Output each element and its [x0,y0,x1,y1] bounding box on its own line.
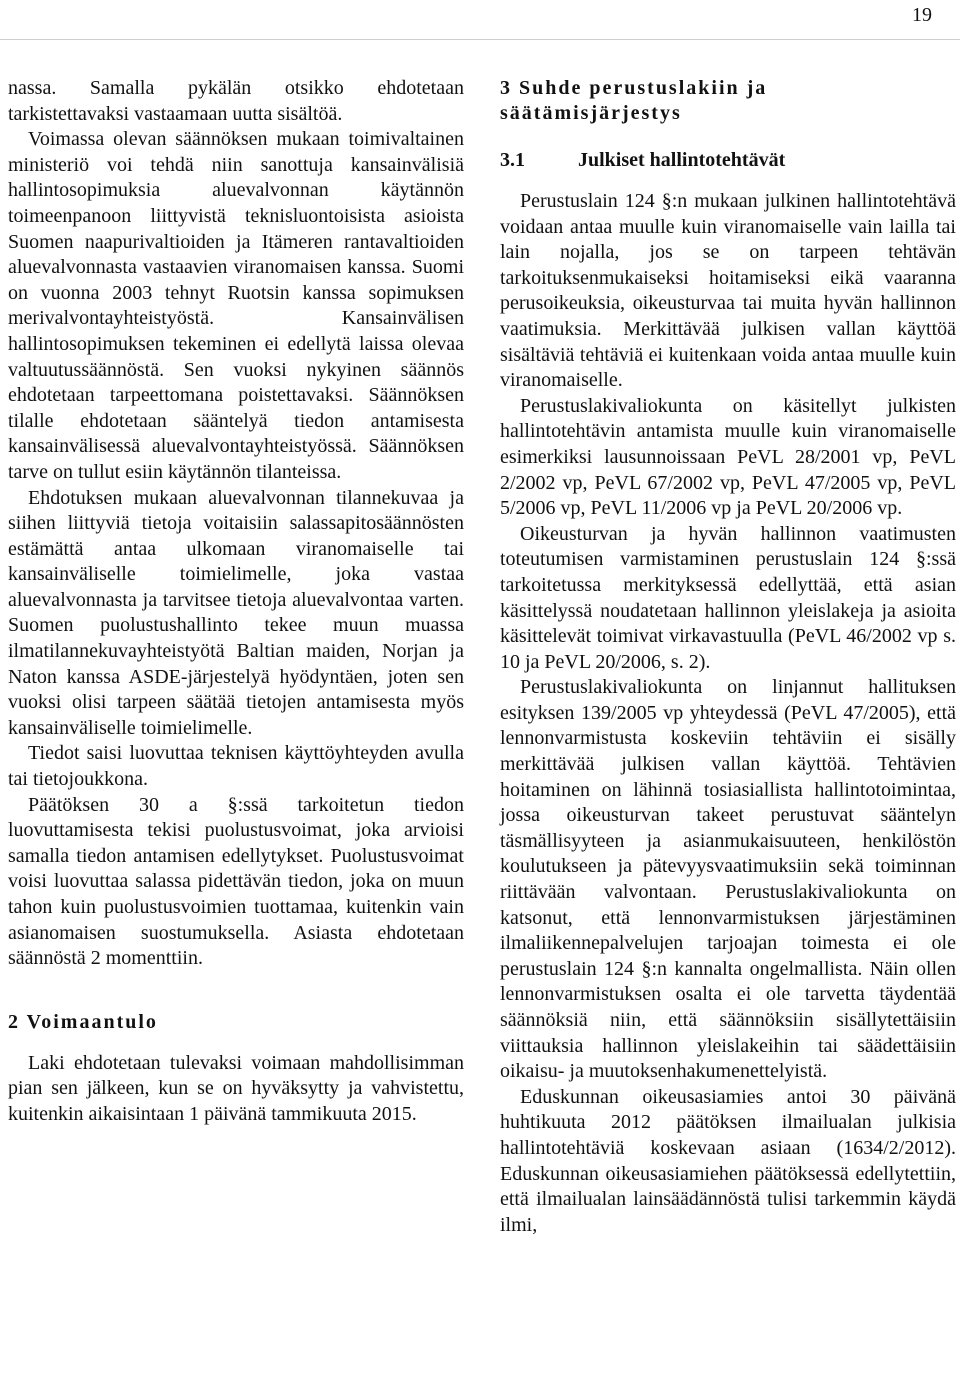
subsection-heading [500,148,956,173]
paragraph: Tiedot saisi luovuttaa teknisen käyttöyhteyden avulla tai tietojoukkona. [8,742,464,791]
spacer [8,972,464,1010]
paragraph-continuation: nassa. Samalla pykälän otsikko ehdotetaan tarkistettavaksi vastaamaan uutta sisältöä. [8,77,464,125]
paragraph: Perustuslain 124 §:n mukaan julkinen hallintotehtävä voidaan antaa muulle kuin viranomaiselle vain lailla tai lain nojalla, jos se on tarpeen tehtävän tarkoituksenmukaiseksi hoitamiseksi eikä vaaranna perusoikeuksia, oikeusturvaa tai muita hyvän hallinnon vaatimuksia. Merkittävää julkisen vallan käyttöä sisältäviä tehtäviä ei kuitenkaan voida antaa muulle kuin viranomaiselle. [500,190,956,392]
section-heading-suhde-perustuslakiin: 3 Suhde perustuslakiin ja säätämisjärjestys [500,77,768,124]
header-divider [0,39,960,40]
left-column [8,76,464,1128]
paragraph: Oikeusturvan ja hyvän hallinnon vaatimusten toteutumisen varmistaminen perustuslain 124 §:ssä tarkoitetussa merkityksessä edellyttää, että asian käsittelyssä noudatetaan hallinnon yleislakeja ja asioita käsittelevät toimivat virkavastuulla (PeVL 46/2002 vp s. 10 ja PeVL 20/2006, s. 2). [500,522,956,673]
paragraph: Perustuslakivaliokunta on käsitellyt julkisten hallintotehtävin antamista muulle kuin viranomaiselle esimerkiksi lausunnoissaan PeVL 28/2001 vp, PeVL 2/2002 vp, PeVL 67/2002 vp, PeVL 47/2005 vp, PeVL 5/2006 vp, PeVL 11/2006 vp ja PeVL 20/2006 vp. [500,394,956,520]
section-heading-voimaantulo: 2 Voimaantulo [8,1010,158,1033]
paragraph: Voimassa olevan säännöksen mukaan toimivaltainen ministeriö voi tehdä niin sanottuja kansainvälisiä hallintosopimuksia aluevalvonnan käytännön toimeenpanoon liittyvistä teknisluontoisista asioista Suomen naapurivaltioiden ja Itämeren rantavaltioiden aluevalvonnasta vastaavien viranomaisen kanssa. Suomi on vuonna 2003 tehnyt Ruotsin kanssa sopimuksen merivalvontayhteistyöstä. Kansainvälisen hallintosopimuksen tekeminen ei edellytä laissa olevaa valtuutussäännöstä. Sen vuoksi nykyinen säännös ehdotetaan tarpeettomana poistettavaksi. Säännöksen tilalle ehdotetaan sääntelyä tiedon antamisesta kansainvälisessä aluevalvontayhteistyössä. Säännöksen tarve on tullut esiin käytännön tilanteissa. [8,128,464,483]
right-column [500,76,956,1238]
spacer [500,173,956,189]
subsection-title: Julkiset hallintotehtävät [578,149,786,171]
paragraph: Eduskunnan oikeusasiamies antoi 30 päivänä huhtikuuta 2012 päätöksen ilmailualan julkisia hallintotehtäviä koskevaan asiaan (1634/2/2012). Eduskunnan oikeusasiamiehen päätöksessä edellytettiin, että ilmailualan lainsäädännöstä tulisi tarkemmin käydä ilmi, [500,1085,956,1236]
paragraph: Ehdotuksen mukaan aluevalvonnan tilannekuvaa ja siihen liittyviä tietoja voitaisiin salassapitosäännösten estämättä antaa ulkomaan viranomaiselle tai kansainväliselle toimielimelle, joka vastaa aluevalvonnasta ja tarvitsee tietoja aluevalvontaa varten. Suomen puolustushallinto tekee muun muassa ilmatilannekuvayhteistyötä Baltian maiden, Norjan ja Naton kanssa ASDE-järjestelyä hyödyntäen, joten sen vuoksi olisi tarpeen säätää tietojen antamisesta myös kansainväliselle toimielimelle. [8,486,464,739]
paragraph: Perustuslakivaliokunta on linjannut hallituksen esityksen 139/2005 vp yhteydessä (PeVL 47/2005), että lennonvarmistusta koskeviin tehtäviin ei sisälly merkittävää julkisen vallan käyttöä. Tehtävien hoitaminen on lähinnä tosiasiallista hallintotoimintaa, jossa oikeusturvan takeet perustuvat sääntelyn täsmällisyyteen ja asianmukaisuuteen, henkilöstön koulutukseen ja pätevyysvaatimuksiin sekä toiminnan riittävään valvontaan. Perustuslakivaliokunta on katsonut, että lennonvarmistuksen järjestäminen ilmaliikennepalvelujen tarjoajan toimesta ei ole perustuslain 124 §:n kannalta ongelmallista. Näin ollen lennonvarmistuksen osalta ei ole tarvetta täydentää säännöksiä niin, että säännöksiin sisällytettäisiin viittauksia hallinnon yleislakeihin tai säädettäisiin oikaisu- ja muutoksenhakumenettelyistä. [500,676,956,1083]
paragraph: Päätöksen 30 a §:ssä tarkoitetun tiedon luovuttamisesta tekisi puolustusvoimat, joka arvioisi samalla tiedon antamisen edellytykset. Puolustusvoimat voisi luovuttaa salassa pidettävän tiedon, joka on muun tahon kuin puolustusvoimien tuottamaa, kuitenkin vain asianomaisen suostumuksella. Asiasta ehdotetaan säännöstä 2 momenttiin. [8,793,464,970]
page-number: 19 [912,4,932,26]
subsection-number: 3.1 [500,149,525,171]
spacer [8,1035,464,1051]
spacer [500,126,956,148]
paragraph: Laki ehdotetaan tulevaksi voimaan mahdollisimman pian sen jälkeen, kun se on hyväksytty ja vahvistettu, kuitenkin aikaisintaan 1 päivänä tammikuuta 2015. [8,1051,464,1125]
